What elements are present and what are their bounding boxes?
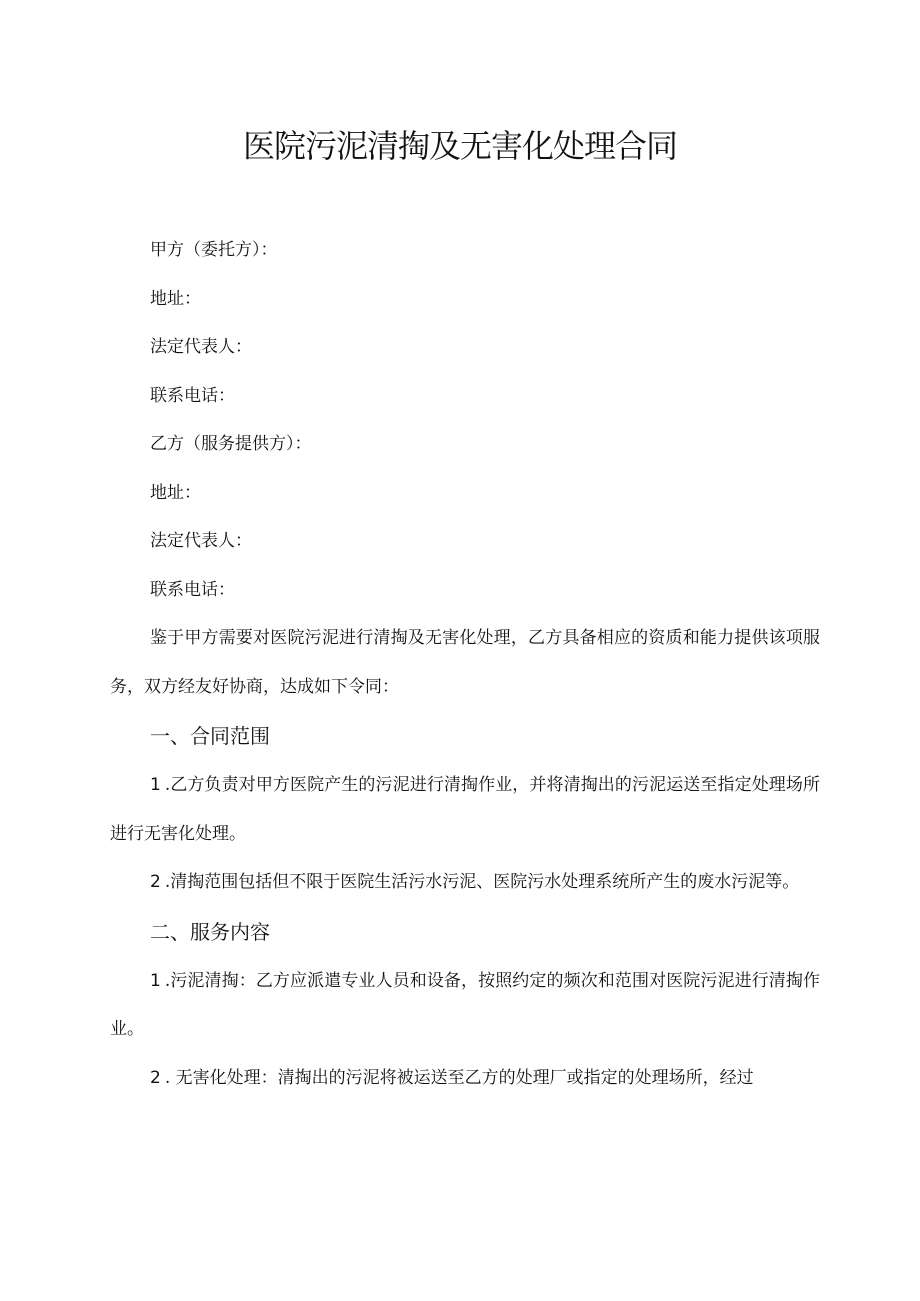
clause-text: .污泥清掏：乙方应派遣专业人员和设备，按照约定的频次和范围对医院污泥进行清掏作业。 bbox=[110, 970, 820, 1039]
clause-text: . 无害化处理：清掏出的污泥将被运送至乙方的处理厂或指定的处理场所，经过 bbox=[164, 1067, 754, 1088]
party-a-legal-rep: 法定代表人： bbox=[150, 337, 252, 357]
clause-number: 1 bbox=[150, 970, 161, 991]
section-heading: 一、合同范围 bbox=[150, 724, 270, 748]
clause-paragraph bbox=[110, 761, 820, 858]
section-heading: 二、服务内容 bbox=[150, 919, 270, 944]
party-b-legal-rep: 法定代表人： bbox=[150, 531, 252, 551]
party-b-address: 地址： bbox=[150, 482, 201, 503]
clause-number: 1 bbox=[150, 775, 161, 795]
party-b-label: 乙方（服务提供方）： bbox=[150, 434, 312, 454]
document-title: 医院污泥清掏及无害化处理合同 bbox=[242, 127, 677, 165]
clause-text: .乙方负责对甲方医院产生的污泥进行清掏作业，并将清掏出的污泥运送至指定处理场所进行无害化处理。 bbox=[110, 775, 820, 844]
clause-paragraph bbox=[110, 858, 820, 907]
clause-number: 2 bbox=[150, 872, 161, 892]
preamble-paragraph: 鉴于甲方需要对医院污泥进行清掏及无害化处理，乙方具备相应的资质和能力提供该项服务，双方经友好协商，达成如下令同： bbox=[110, 628, 820, 697]
document-body bbox=[110, 226, 820, 1102]
party-a-address: 地址： bbox=[150, 288, 201, 309]
clause-number: 2 bbox=[150, 1067, 161, 1088]
clause-text: .清掏范围包括但不限于医院生活污水污泥、医院污水处理系统所产生的废水污泥等。 bbox=[164, 872, 800, 892]
clause-paragraph bbox=[110, 957, 820, 1054]
party-a-label: 甲方（委托方）： bbox=[150, 240, 278, 260]
clause-paragraph bbox=[110, 1054, 820, 1103]
party-b-phone: 联系电话： bbox=[150, 579, 235, 600]
party-a-phone: 联系电话： bbox=[150, 385, 235, 406]
